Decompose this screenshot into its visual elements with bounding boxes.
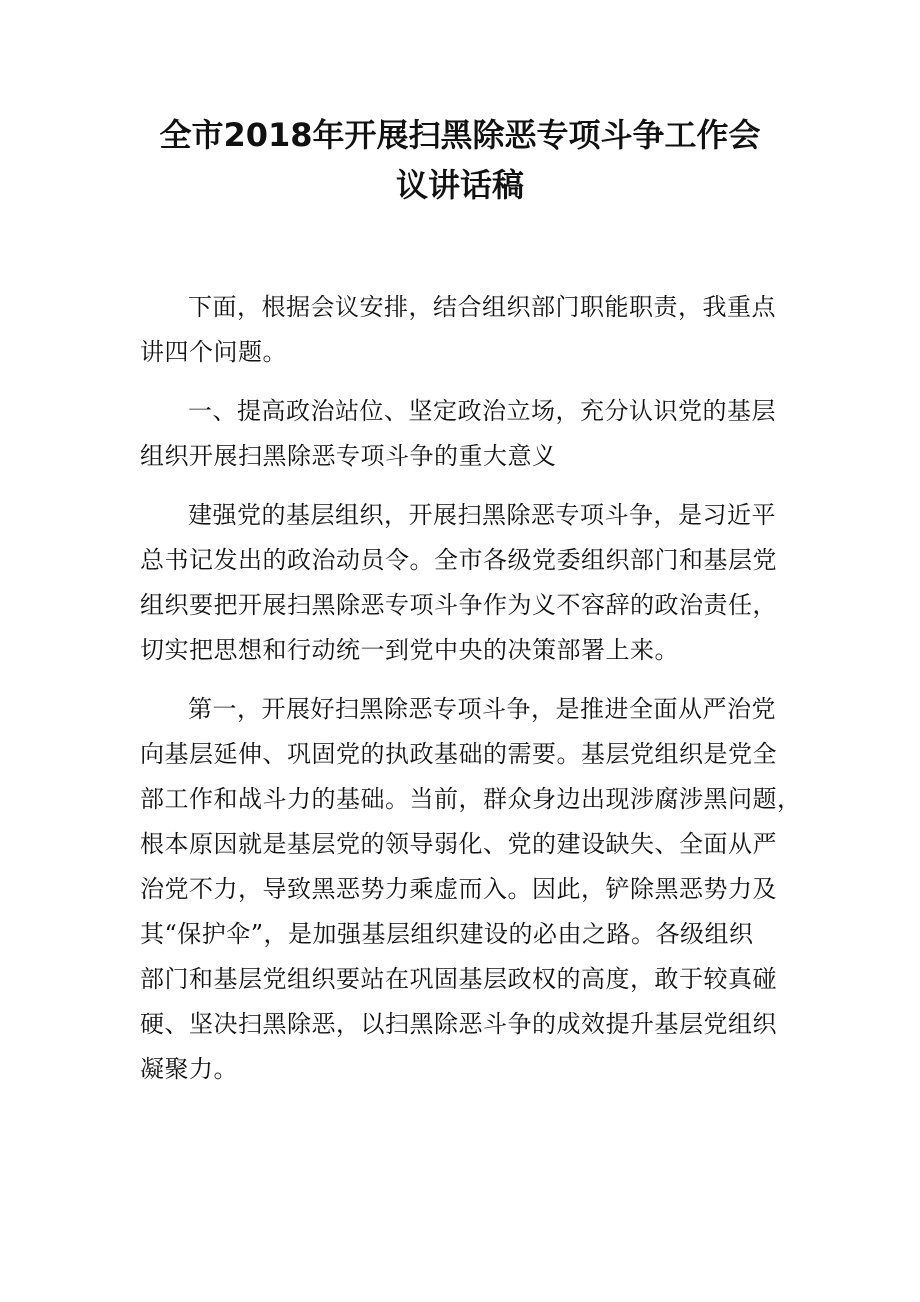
paragraph-line: 其“保护伞”，是加强基层组织建设的必由之路。各级组织 (140, 920, 754, 948)
section-heading-one (140, 389, 780, 479)
paragraph-line: 第一，开展好扫黑除恶专项斗争，是推进全面从严治党 (188, 695, 776, 723)
paragraph-line: 建强党的基层组织，开展扫黑除恶专项斗争，是习近平 (188, 501, 776, 529)
paragraph-line: 部门和基层党组织要站在巩固基层政权的高度，敢于较真碰 (140, 965, 777, 993)
paragraph-line: 治党不力，导致黑恶势力乘虚而入。因此，铲除黑恶势力及 (140, 875, 777, 903)
paragraph-line: 凝聚力。 (140, 1055, 238, 1083)
paragraph-line: 一、提高政治站位、坚定政治立场，充分认识党的基层 (188, 397, 776, 425)
paragraph-line: 根本原因就是基层党的领导弱化、党的建设缺失、全面从严 (140, 830, 777, 858)
paragraph-line: 下面，根据会议安排，结合组织部门职能职责，我重点 (188, 293, 776, 321)
paragraph-line: 向基层延伸、巩固党的执政基础的需要。基层党组织是党全 (140, 740, 777, 768)
document-title-line-1: 全市2018年开展扫黑除恶专项斗争工作会 (159, 116, 761, 154)
document-title (120, 110, 800, 210)
paragraph-intro (140, 285, 780, 375)
paragraph-first-point (140, 687, 802, 1092)
paragraph-line: 讲四个问题。 (140, 338, 287, 366)
paragraph-line: 总书记发出的政治动员令。全市各级党委组织部门和基层党 (140, 546, 777, 574)
document-title-line-2: 议讲话稿 (395, 166, 524, 204)
paragraph-line: 切实把思想和行动统一到党中央的决策部署上来。 (140, 636, 679, 664)
paragraph-line: 组织要把开展扫黑除恶专项斗争作为义不容辞的政治责任， (140, 591, 777, 619)
paragraph-line: 硬、坚决扫黑除恶，以扫黑除恶斗争的成效提升基层党组织 (140, 1010, 777, 1038)
paragraph-line: 部工作和战斗力的基础。当前，群众身边出现涉腐涉黑问题， (140, 785, 802, 813)
document-body (140, 285, 802, 1106)
paragraph-line: 组织开展扫黑除恶专项斗争的重大意义 (140, 442, 557, 470)
paragraph-mobilization (140, 493, 780, 673)
